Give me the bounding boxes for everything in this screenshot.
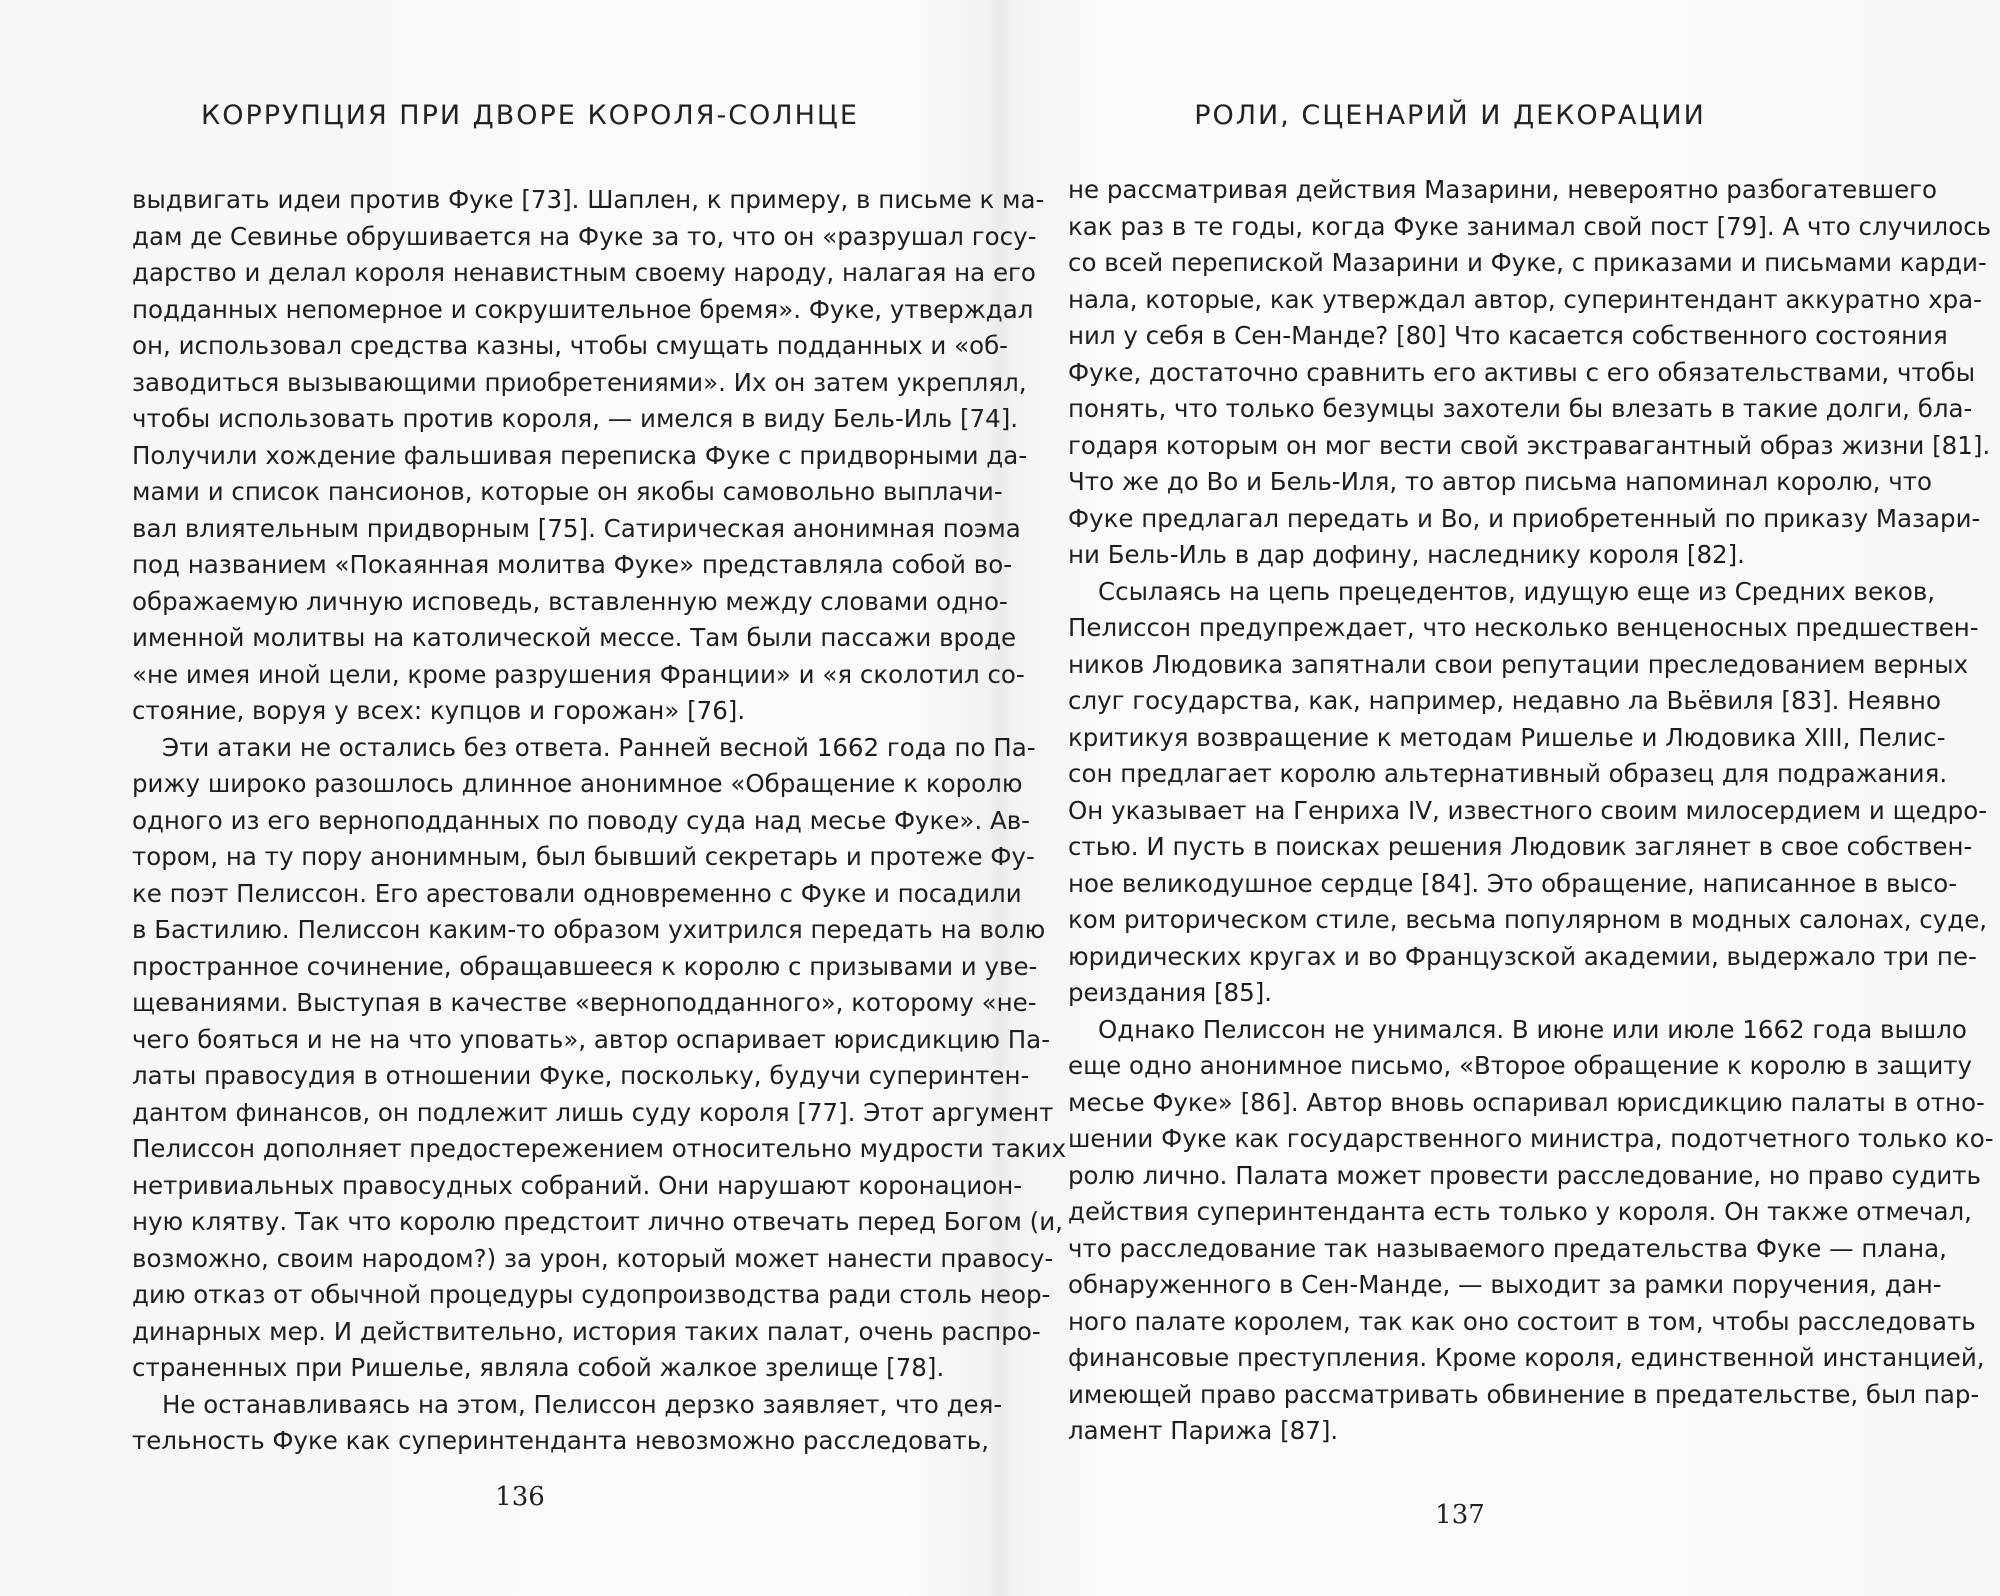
text-line: со всей перепиской Мазарини и Фуке, с приказами и письмами карди- [1068,248,1987,277]
text-line: в Бастилию. Пелиссон каким-то образом ухитрился передать на волю [132,915,1046,944]
text-line: еще одно анонимное письмо, «Второе обращение к королю в защиту [1068,1051,1973,1080]
text-line: тором, на ту пору анонимным, был бывший секретарь и протеже Фу- [132,842,1035,871]
right-page [1000,0,2000,1596]
text-line: нетривиальных правосудных собраний. Они нарушают коронацион- [132,1170,1023,1200]
text-line: дам де Севинье обрушивается на Фуке за то, что он «разрушал госу- [132,221,1037,251]
text-line: «не имея иной цели, кроме разрушения Франции» и «я сколотил со- [132,659,1025,689]
text-line: заводиться вызывающими приобретениями». Их он затем укреплял, [132,367,1027,397]
text-line: Пелиссон дополняет предостережением относительно мудрости таких [132,1134,1067,1163]
text-line: латы правосудия в отношении Фуке, поскольку, будучи суперинтен- [132,1061,1030,1090]
text-line: ного палате королем, так как оно состоит в том, чтобы расследовать [1068,1306,1976,1336]
text-line: реиздания [85]. [1068,978,1273,1007]
text-line: динарных мер. И действительно, история таких палат, очень распро- [132,1316,1041,1346]
text-line: Однако Пелиссон не унимался. В июне или июле 1662 года вышло [1098,1014,1967,1044]
page-number-left: 136 [495,1482,545,1512]
text-line: стояние, воруя у всех: купцов и горожан» [76]. [132,696,746,725]
running-head-left: КОРРУПЦИЯ ПРИ ДВОРЕ КОРОЛЯ-СОЛНЦЕ [201,100,859,131]
text-line: одного из его верноподданных по поводу суда над месье Фуке». Ав- [132,805,1031,835]
text-line: именной молитвы на католической мессе. Там были пассажи вроде [132,623,1017,652]
text-line: Не останавливаясь на этом, Пелиссон дерзко заявляет, что дея- [162,1389,1003,1419]
text-line: что расследование так называемого предательства Фуке — плана, [1068,1233,1947,1263]
text-line: ников Людовика запятнали свои репутации преследованием верных [1068,649,1969,679]
text-line: вал влиятельным придворным [75]. Сатирическая анонимная поэма [132,513,1021,543]
text-line: мами и список пансионов, которые он якобы самовольно выплачи- [132,477,1003,506]
text-line: под названием «Покаянная молитва Фуке» представляла собой во- [132,550,1013,579]
text-line: критикуя возвращение к методам Ришелье и Людовика XIII, Пелис- [1068,722,1946,752]
text-line: не рассматривая действия Мазарини, невероятно разбогатевшего [1068,175,1938,204]
text-line: тельность Фуке как суперинтенданта невозможно расследовать, [132,1426,990,1455]
text-line: щеваниями. Выступая в качестве «верноподданного», которому «не- [132,988,1037,1017]
text-line: имеющей право рассматривать обвинение в предательстве, был пар- [1068,1379,1980,1409]
text-line: Что же до Во и Бель-Иля, то автор письма напоминал королю, что [1068,467,1932,496]
text-line: ни Бель-Иль в дар дофину, наследнику короля [82]. [1068,540,1745,569]
text-line: Получили хождение фальшивая переписка Фуке с придворными да- [132,440,1028,470]
text-line: сон предлагает королю альтернативный образец для подражания. [1068,759,1948,788]
text-line: ламент Парижа [87]. [1068,1416,1339,1445]
text-line: дию отказ от обычной процедуры судопроизводства ради столь неор- [132,1280,1051,1309]
text-line: Он указывает на Генриха IV, известного своим милосердием и щедро- [1068,795,1988,825]
text-line: финансовые преступления. Кроме короля, единственной инстанцией, [1068,1343,1985,1372]
text-line: выдвигать идеи против Фуке [73]. Шаплен, к примеру, в письме к ма- [132,185,1045,214]
text-line: годаря которым он мог вести свой экстравагантный образ жизни [81]. [1068,430,1991,460]
text-line: ролю лично. Палата может провести расследование, но право судить [1068,1160,1981,1190]
text-line: подданных непомерное и сокрушительное бремя». Фуке, утверждал [132,294,1034,324]
text-line: понять, что только безумцы захотели бы влезать в такие долги, бла- [1068,394,1973,423]
text-line: дарство и делал короля ненавистным своему народу, налагая на его [132,258,1036,287]
text-line: рижу широко разошлось длинное анонимное «Обращение к королю [132,769,1023,798]
text-line: ную клятву. Так что королю предстоит лично отвечать перед Богом (и, [132,1207,1063,1236]
text-line: чтобы использовать против короля, — имелся в виду Бель-Иль [74]. [132,404,1019,433]
text-line: нала, которые, как утверждал автор, суперинтендант аккуратно хра- [1068,284,1983,314]
text-line: чего бояться и не на что уповать», автор оспаривает юрисдикцию Па- [132,1024,1051,1054]
text-line: возможно, своим народом?) за урон, который может нанести правосу- [132,1243,1054,1273]
text-line: Пелиссон предупреждает, что несколько венценосных предшествен- [1068,613,1979,642]
text-line: обнаруженного в Сен-Манде, — выходит за рамки поручения, дан- [1068,1270,1942,1299]
text-line: пространное сочинение, обращавшееся к королю с призывами и уве- [132,951,1038,981]
page-number-right: 137 [1435,1500,1485,1530]
text-line: ображаемую личную исповедь, вставленную между словами одно- [132,586,1008,616]
text-line: ное великодушное сердце [84]. Это обращение, написанное в высо- [1068,868,1958,898]
text-line: Фуке предлагал передать и Во, и приобретенный по приказу Мазари- [1068,503,1981,533]
text-line: действия суперинтенданта есть только у короля. Он также отмечал, [1068,1197,1972,1226]
text-line: как раз в те годы, когда Фуке занимал свой пост [79]. А что случилось [1068,211,1992,241]
text-line: Эти атаки не остались без ответа. Ранней весной 1662 года по Па- [162,732,1036,762]
text-line: Ссылаясь на цепь прецедентов, идущую еще из Средних веков, [1098,576,1936,606]
text-line: месье Фуке» [86]. Автор вновь оспаривал юрисдикцию палаты в отно- [1068,1087,1985,1117]
text-line: нил у себя в Сен-Манде? [80] Что касается собственного состояния [1068,321,1948,350]
text-line: дантом финансов, он подлежит лишь суду короля [77]. Этот аргумент [132,1097,1054,1127]
text-line: Фуке, достаточно сравнить его активы с его обязательствами, чтобы [1068,357,1976,387]
text-line: страненных при Ришелье, являла собой жалкое зрелище [78]. [132,1353,945,1382]
text-line: шении Фуке как государственного министра, подотчетного только ко- [1068,1124,1994,1153]
running-head-right: РОЛИ, СЦЕНАРИЙ И ДЕКОРАЦИИ [1194,100,1706,131]
text-line: стью. И пусть в поисках решения Людовик заглянет в свое собствен- [1068,832,1973,861]
left-page-body [132,182,1067,1460]
text-line: ком риторическом стиле, весьма популярном в модных салонах, суде, [1068,905,1988,934]
text-line: слуг государства, как, например, недавно ла Вьёвиля [83]. Неявно [1068,686,1941,715]
text-line: юридических кругах и во Французской академии, выдержало три пе- [1068,941,1977,971]
text-line: он, использовал средства казны, чтобы смущать подданных и «об- [132,331,1009,360]
text-line: ке поэт Пелиссон. Его арестовали одновременно с Фуке и посадили [132,878,1022,908]
right-page-body [1068,172,1994,1450]
